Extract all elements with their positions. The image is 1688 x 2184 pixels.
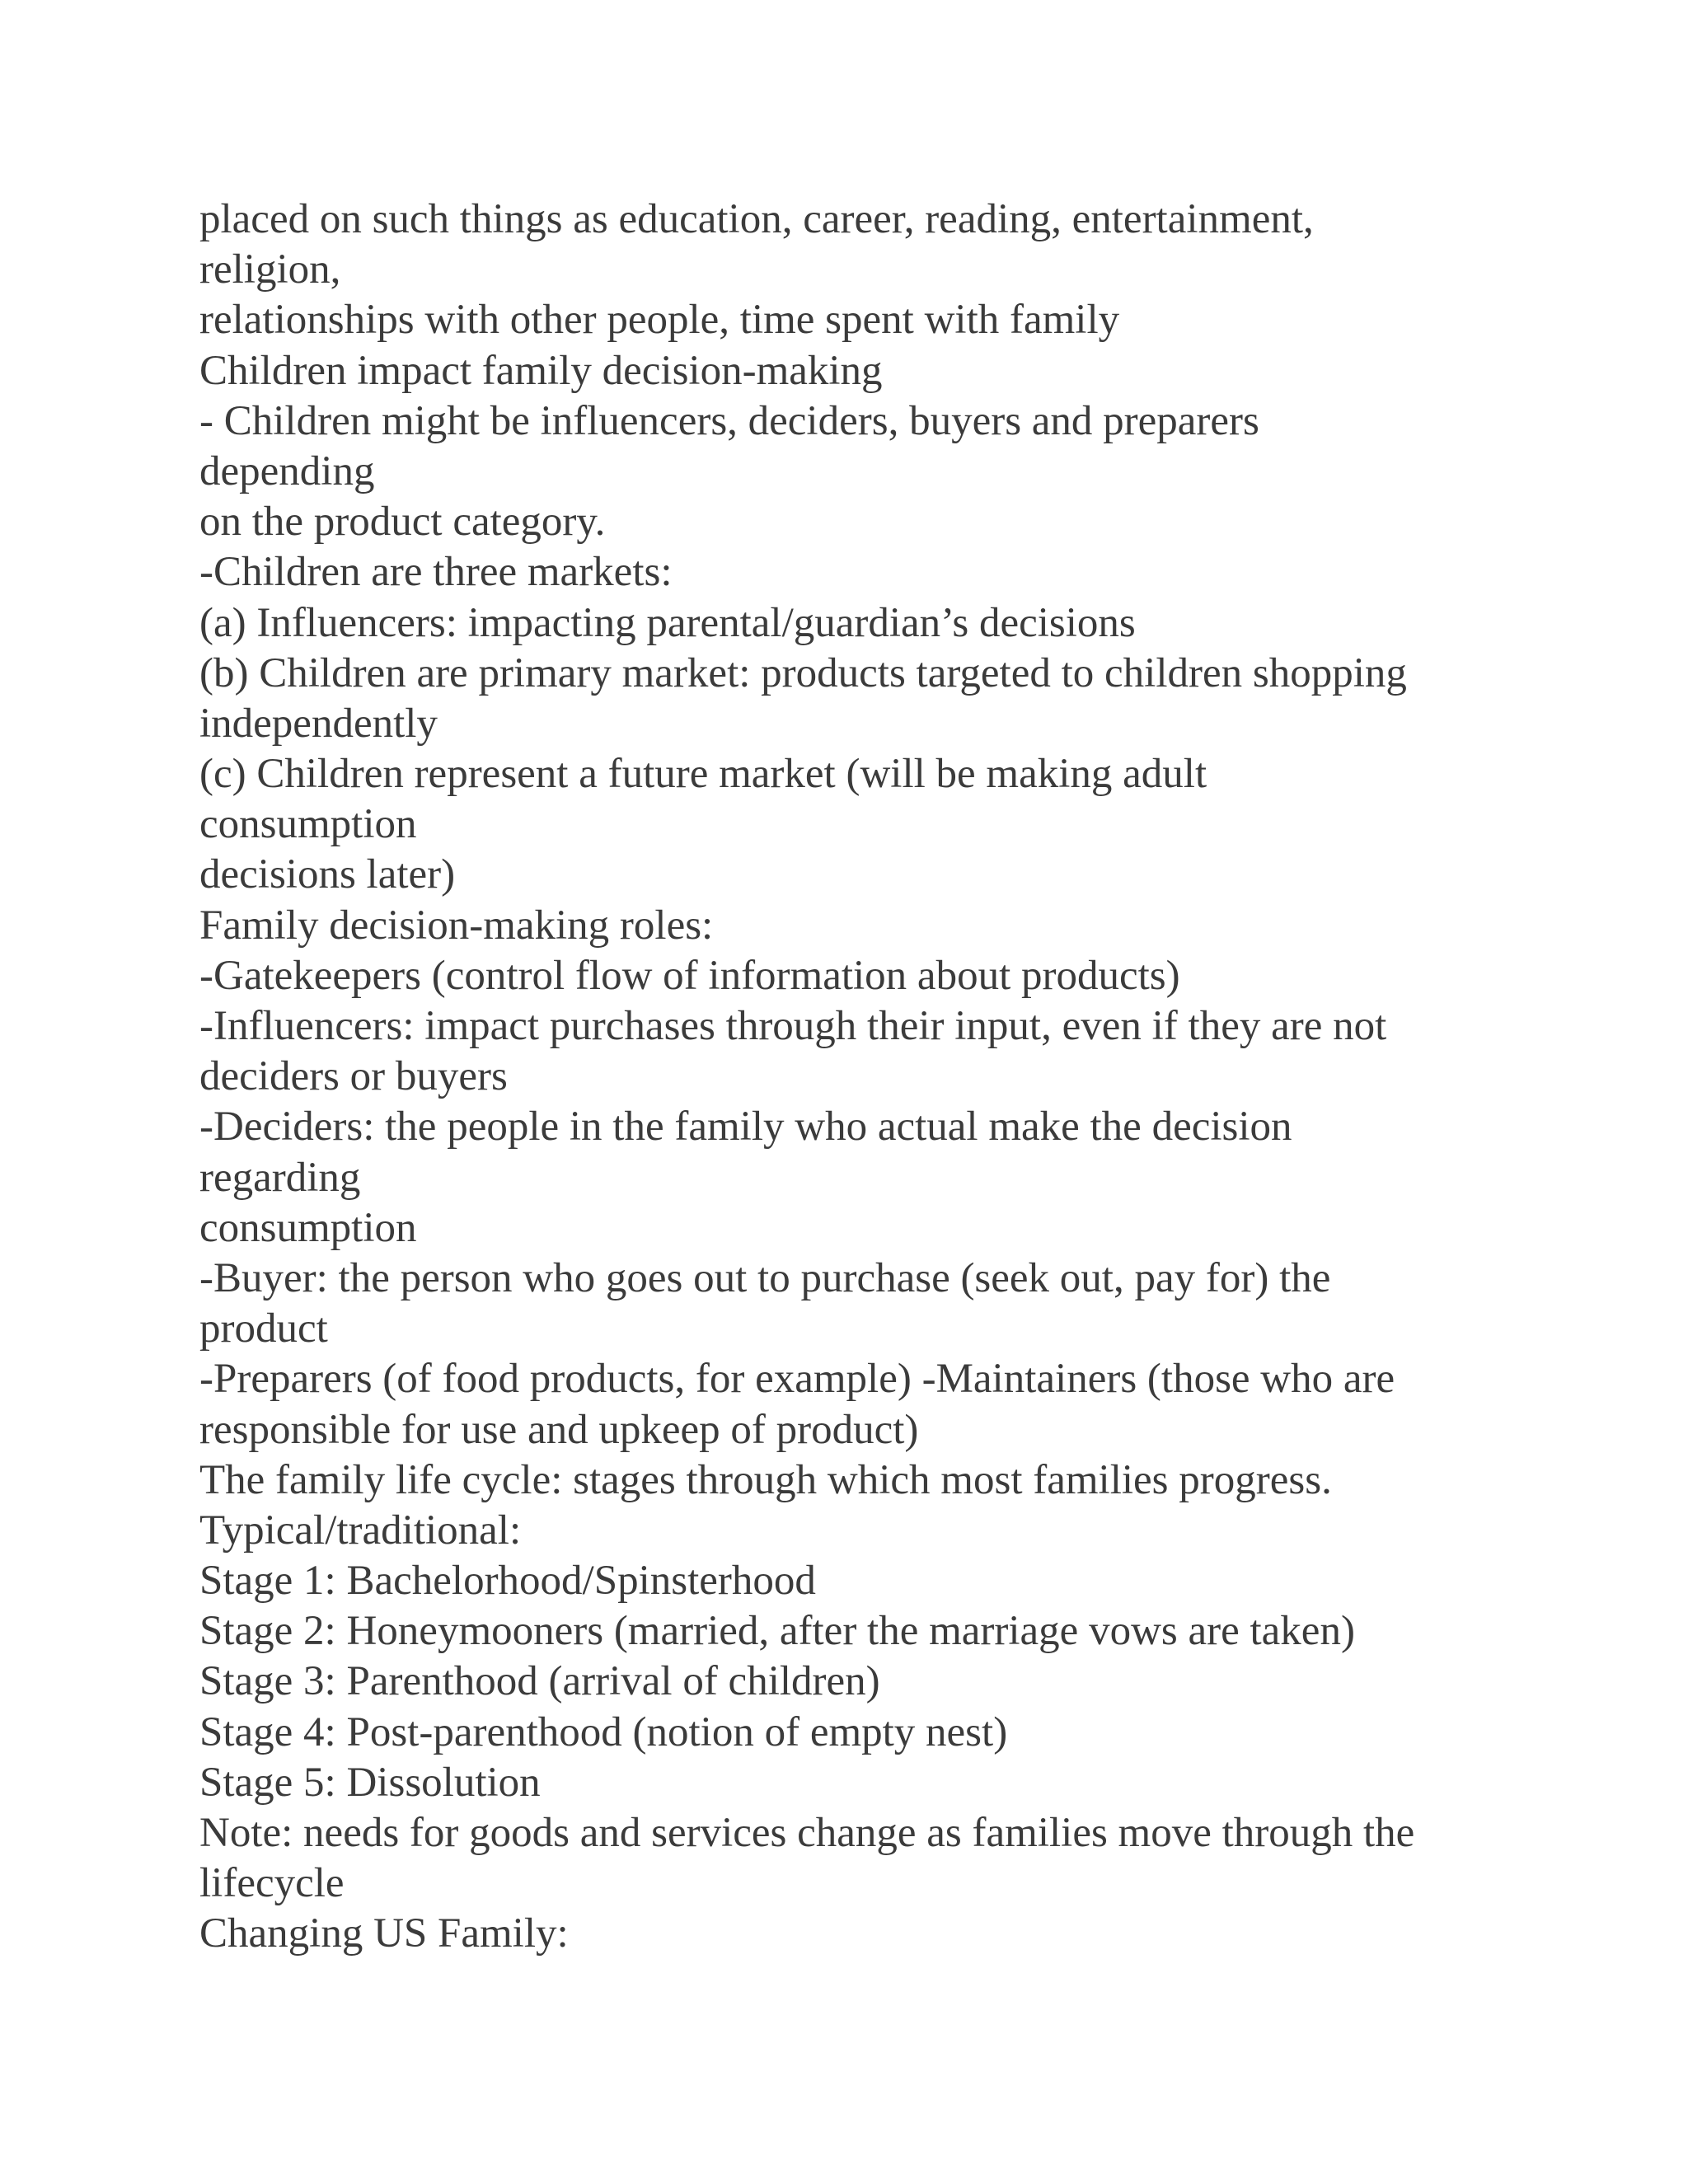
text-line: -Deciders: the people in the family who actual make the decision — [199, 1104, 1292, 1151]
text-line: product — [199, 1305, 328, 1352]
text-line: deciders or buyers — [199, 1053, 508, 1100]
text-line: Stage 4: Post-parenthood (notion of empty nest) — [199, 1708, 1008, 1755]
text-line: lifecycle — [199, 1860, 345, 1907]
text-line: Typical/traditional: — [199, 1507, 522, 1554]
document-body — [199, 194, 1535, 1960]
text-line: placed on such things as education, career, reading, entertainment, — [199, 196, 1314, 242]
text-line: relationships with other people, time spent with family — [199, 297, 1120, 344]
text-line: Stage 2: Honeymooners (married, after the marriage vows are taken) — [199, 1608, 1355, 1655]
text-line: Children impact family decision-making — [199, 347, 883, 394]
text-line: -Preparers (of food products, for example) -Maintainers (those who are — [199, 1356, 1395, 1403]
text-line: -Gatekeepers (control flow of information about products) — [199, 952, 1180, 999]
text-line: Family decision-making roles: — [199, 902, 714, 949]
text-line: depending — [199, 448, 375, 494]
text-line: - Children might be influencers, deciders, buyers and preparers — [199, 397, 1259, 444]
text-line: religion, — [199, 246, 341, 293]
text-line: consumption — [199, 1204, 417, 1251]
text-line: (a) Influencers: impacting parental/guardian’s decisions — [199, 599, 1136, 646]
text-line: Changing US Family: — [199, 1910, 569, 1957]
text-line: (b) Children are primary market: products targeted to children shopping — [199, 649, 1407, 696]
text-line: Stage 1: Bachelorhood/Spinsterhood — [199, 1558, 816, 1605]
text-line: regarding — [199, 1154, 361, 1201]
text-line: responsible for use and upkeep of product) — [199, 1406, 919, 1453]
text-line: The family life cycle: stages through which most families progress. — [199, 1456, 1332, 1503]
text-line: Stage 5: Dissolution — [199, 1759, 541, 1806]
text-line: consumption — [199, 801, 417, 848]
text-line: -Buyer: the person who goes out to purchase (seek out, pay for) the — [199, 1254, 1331, 1301]
text-line: independently — [199, 700, 438, 747]
text-line: Stage 3: Parenthood (arrival of children) — [199, 1658, 880, 1705]
text-line: (c) Children represent a future market (will be making adult — [199, 751, 1207, 798]
text-line: -Influencers: impact purchases through their input, even if they are not — [199, 1003, 1387, 1049]
text-line: Note: needs for goods and services change as families move through the — [199, 1810, 1415, 1856]
text-line: decisions later) — [199, 851, 456, 898]
text-line: on the product category. — [199, 499, 606, 546]
text-line: -Children are three markets: — [199, 549, 673, 596]
